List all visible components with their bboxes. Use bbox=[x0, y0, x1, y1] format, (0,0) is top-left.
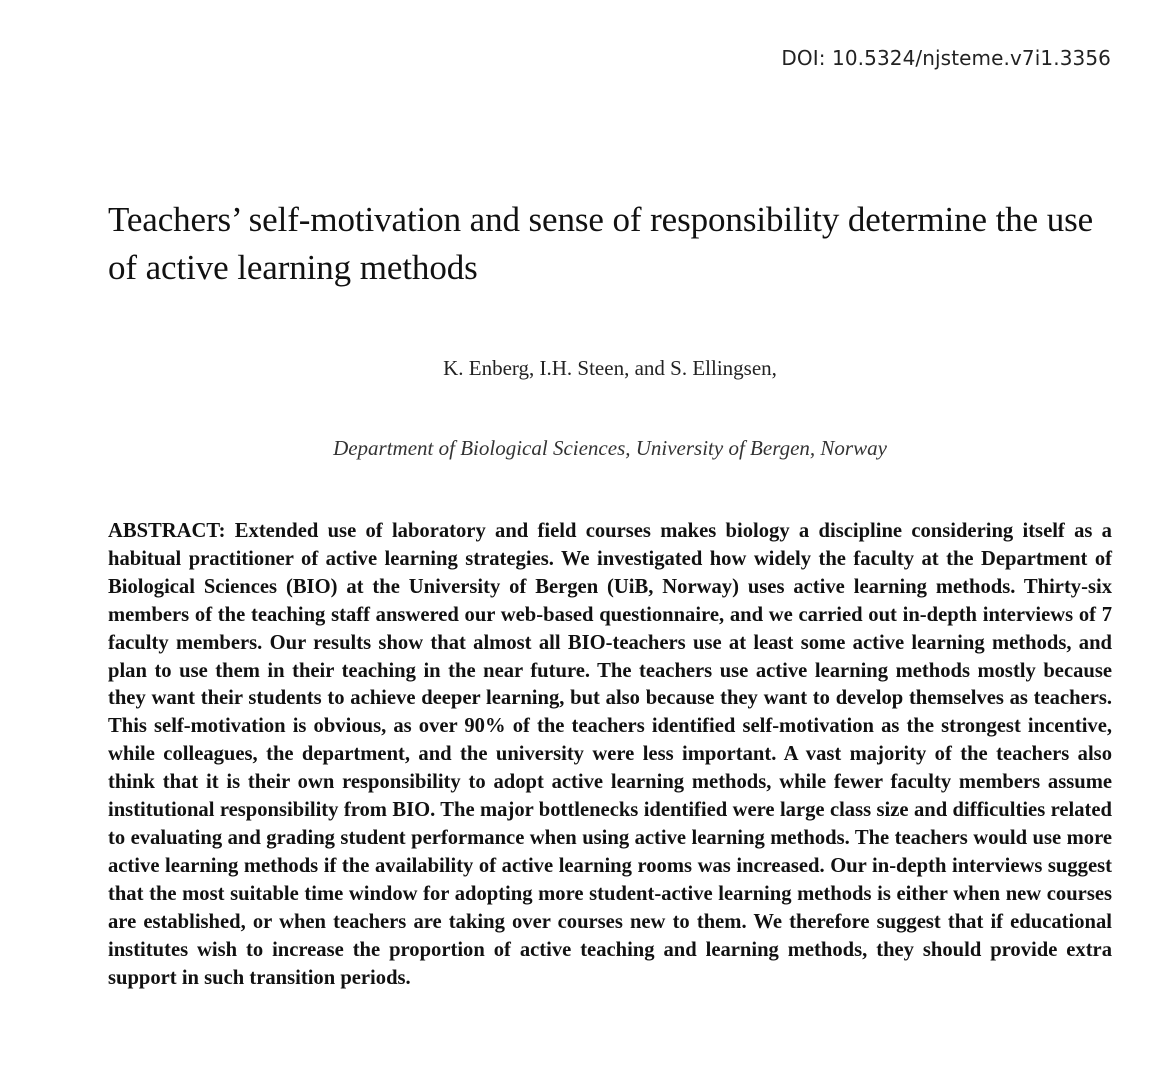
abstract-body: Extended use of laboratory and field courses makes biology a discipline considering itself as a habitual practitioner of active learning strategies. We investigated how widely the faculty at the Department of Biological Sciences (BIO) at the University of Bergen (UiB, Norway) uses active learning methods. Thirty-six members of the teaching staff answered our web-based questionnaire, and we carried out in-depth interviews of 7 faculty members. Our results show that almost all BIO-teachers use at least some active learning methods, and plan to use them in their teaching in the near future. The teachers use active learning methods mostly because they want their students to achieve deeper learning, but also because they want to develop themselves as teachers. This self-motivation is obvious, as over 90% of the teachers identified self-motivation as the strongest incentive, while colleagues, the department, and the university were less important. A vast majority of the teachers also think that it is their own responsibility to adopt active learning methods, while fewer faculty members assume institutional responsibility from BIO. The major bottlenecks identified were large class size and difficulties related to evaluating and grading student performance when using active learning methods. The teachers would use more active learning methods if the availability of active learning rooms was increased. Our in-depth interviews suggest that the most suitable time window for adopting more student-active learning methods is either when new courses are established, or when teachers are taking over courses new to them. We therefore suggest that if educational institutes wish to increase the proportion of active teaching and learning methods, they should provide extra support in such transition periods. bbox=[108, 520, 1112, 989]
abstract bbox=[108, 518, 1112, 992]
author-list: K. Enberg, I.H. Steen, and S. Ellingsen, bbox=[443, 356, 777, 380]
paper-title: Teachers’ self-motivation and sense of responsibility determine the use of active learning methods bbox=[108, 200, 1094, 287]
doi-label: DOI: 10.5324/njsteme.v7i1.3356 bbox=[781, 46, 1111, 70]
affiliation: Department of Biological Sciences, University of Bergen, Norway bbox=[333, 436, 887, 460]
abstract-label: ABSTRACT: bbox=[108, 520, 226, 542]
